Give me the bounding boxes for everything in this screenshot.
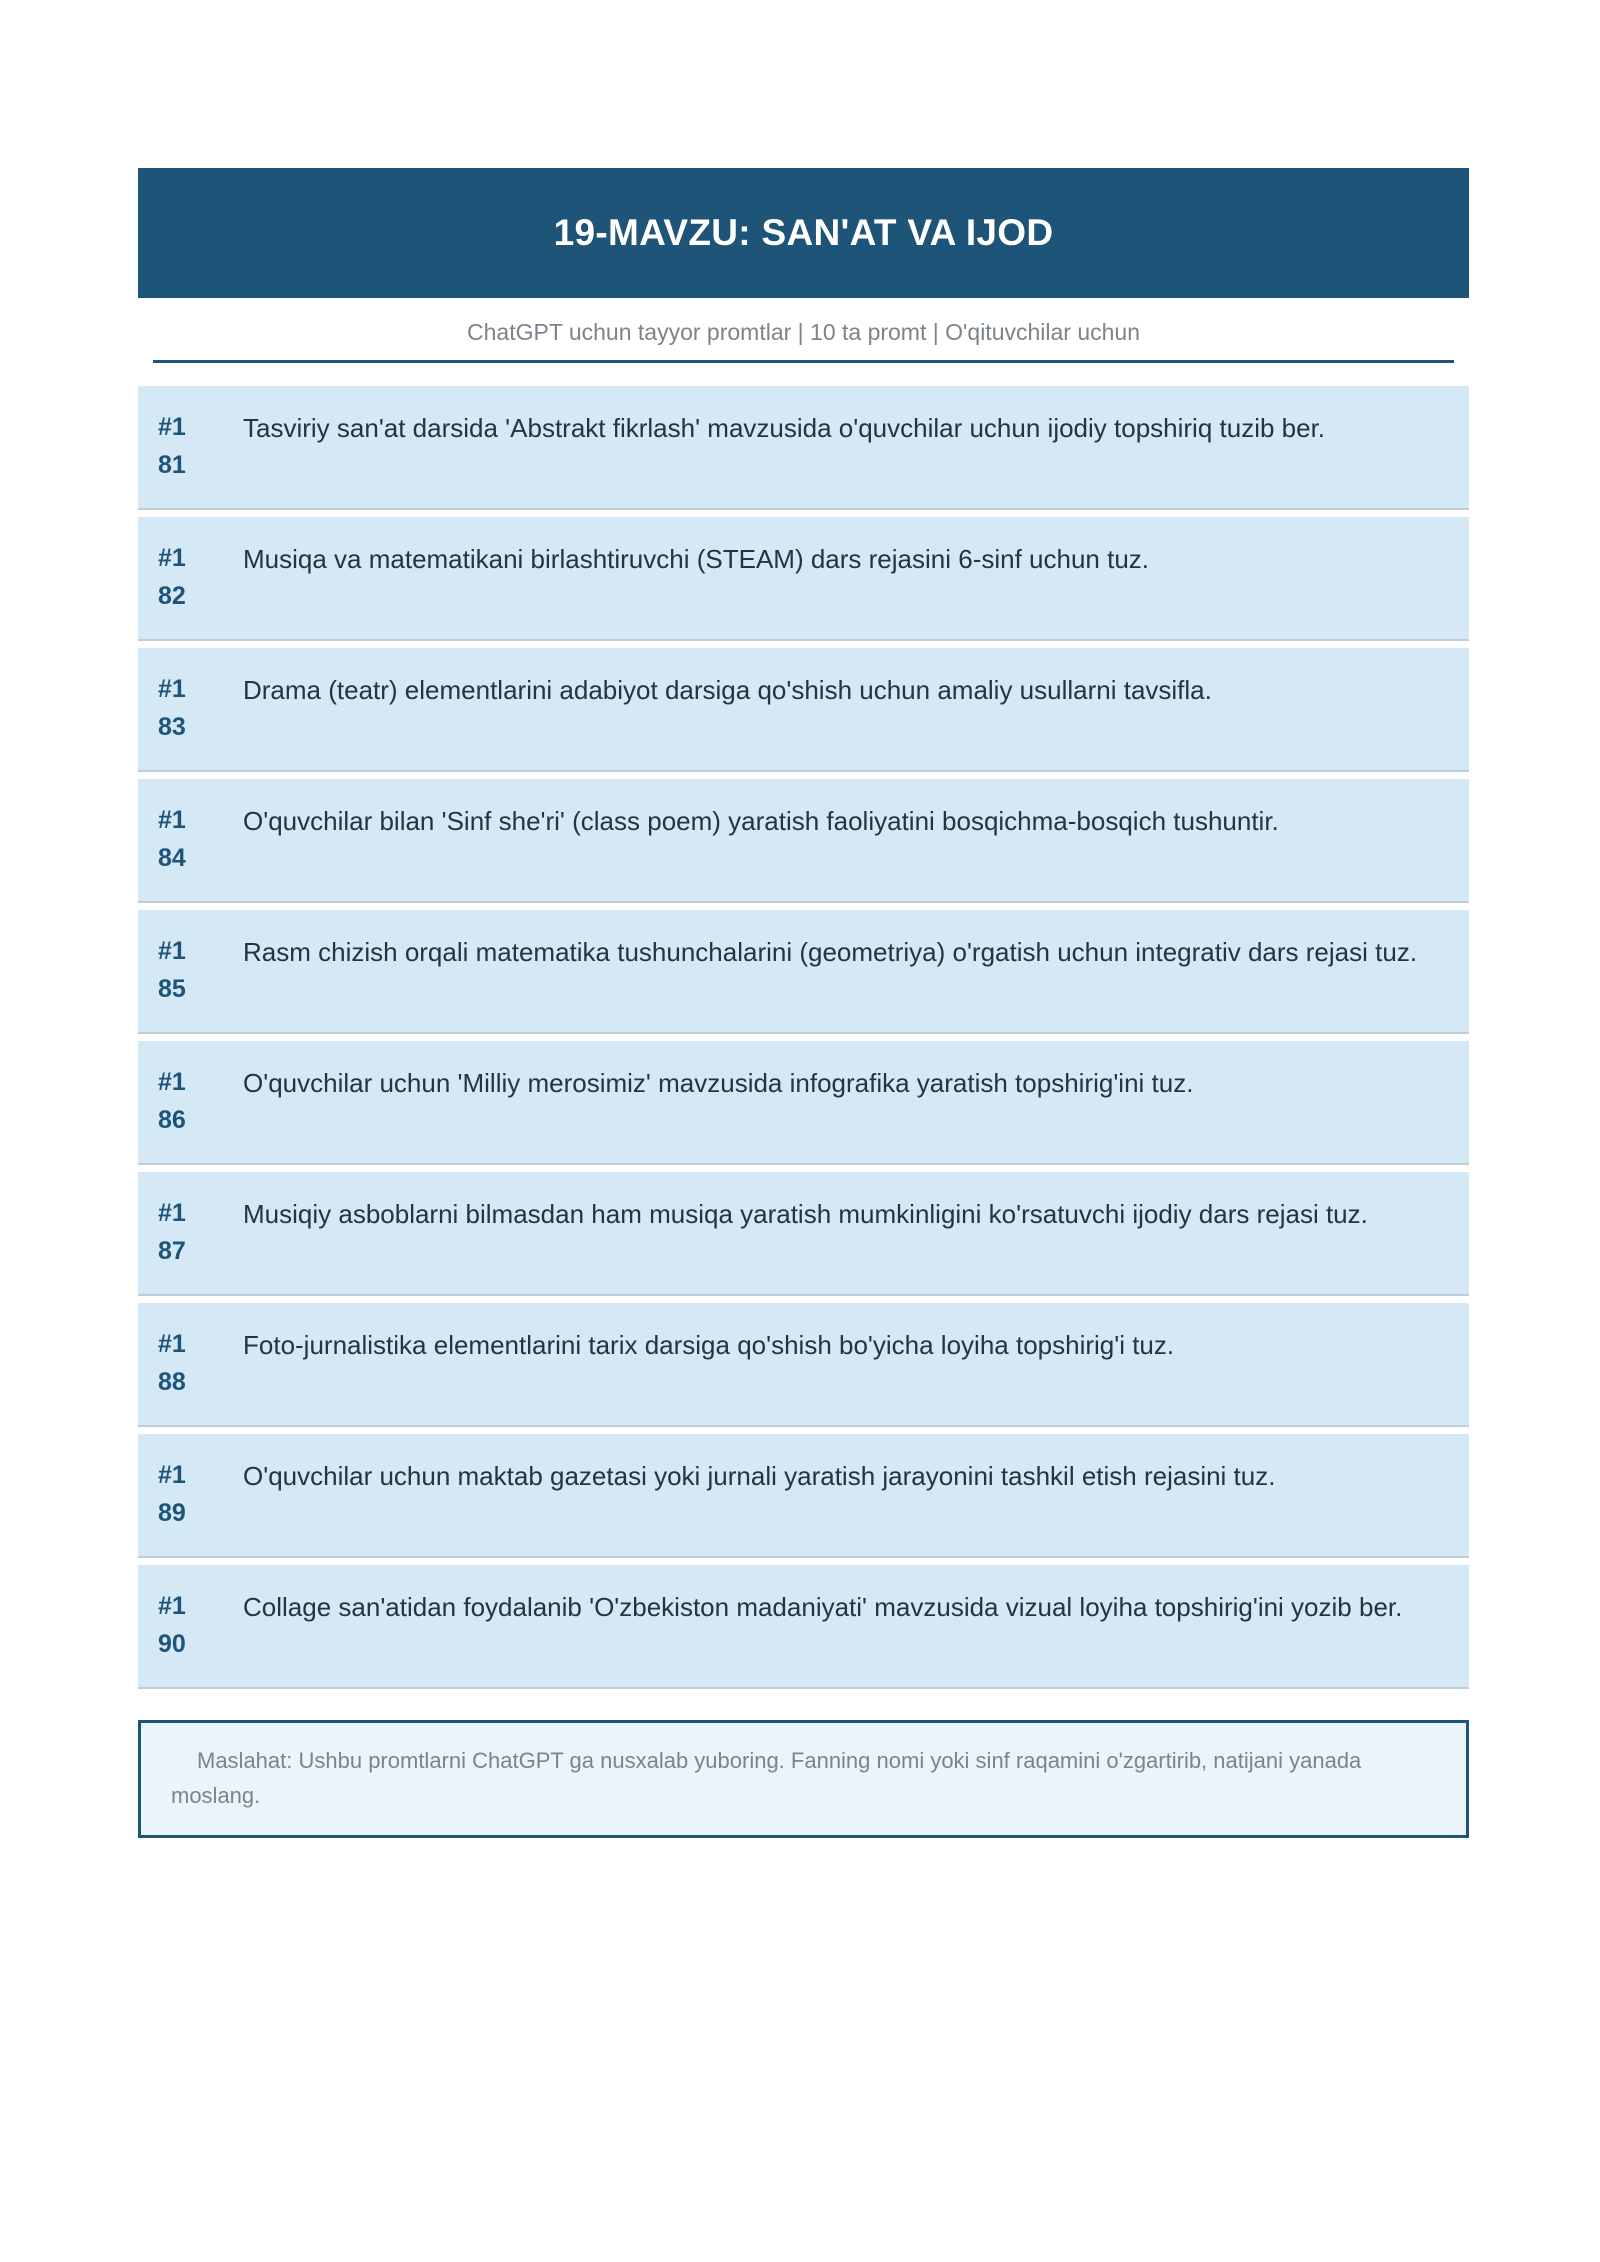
prompt-text: Musiqa va matematikani birlashtiruvchi (STEAM) dars rejasini 6-sinf uchun tuz.	[243, 544, 1150, 574]
prompt-list	[138, 386, 1469, 1689]
prompt-row	[138, 386, 1469, 510]
prompt-text: Drama (teatr) elementlarini adabiyot darsiga qo'shish uchun amaliy usullarni tavsifla.	[243, 675, 1212, 705]
prompt-row	[138, 1172, 1469, 1296]
prompt-text: O'quvchilar uchun 'Milliy merosimiz' mavzusida infografika yaratish topshirig'ini tuz.	[243, 1068, 1194, 1098]
prompt-text: Foto-jurnalistika elementlarini tarix darsiga qo'shish bo'yicha loyiha topshirig'i tuz.	[243, 1330, 1175, 1360]
tip-box	[138, 1720, 1469, 1838]
prompt-number: #1 84	[158, 806, 186, 872]
prompt-row	[138, 517, 1469, 641]
subtitle-bar	[153, 298, 1454, 363]
prompt-number: #1 86	[158, 1068, 186, 1134]
prompt-number: #1 81	[158, 413, 186, 479]
document-page	[138, 168, 1469, 1838]
prompt-number: #1 88	[158, 1330, 186, 1396]
page-title: 19-MAVZU: SAN'AT VA IJOD	[553, 212, 1054, 253]
prompt-text: O'quvchilar bilan 'Sinf she'ri' (class poem) yaratish faoliyatini bosqichma-bosqich tushuntir.	[243, 806, 1279, 836]
tip-text: Maslahat: Ushbu promtlarni ChatGPT ga nusxalab yuboring. Fanning nomi yoki sinf raqamini o'zgartirib, natijani yanada moslang.	[171, 1748, 1362, 1808]
prompt-number: #1 89	[158, 1461, 186, 1527]
prompt-text: O'quvchilar uchun maktab gazetasi yoki jurnali yaratish jarayonini tashkil etish rejasini tuz.	[243, 1461, 1276, 1491]
prompt-number: #1 83	[158, 675, 186, 741]
prompt-text: Tasviriy san'at darsida 'Abstrakt fikrlash' mavzusida o'quvchilar uchun ijodiy topshiriq tuzib ber.	[243, 413, 1326, 443]
prompt-row	[138, 648, 1469, 772]
prompt-row	[138, 779, 1469, 903]
prompt-text: Collage san'atidan foydalanib 'O'zbekiston madaniyati' mavzusida vizual loyiha topshirig'ini yozib ber.	[243, 1592, 1403, 1622]
prompt-text: Musiqiy asboblarni bilmasdan ham musiqa yaratish mumkinligini ko'rsatuvchi ijodiy dars rejasi tuz.	[243, 1199, 1368, 1229]
title-banner	[138, 168, 1469, 298]
prompt-row	[138, 1041, 1469, 1165]
prompt-row	[138, 1303, 1469, 1427]
prompt-number: #1 82	[158, 544, 186, 610]
prompt-row	[138, 1434, 1469, 1558]
prompt-number: #1 85	[158, 937, 186, 1003]
prompt-row	[138, 1565, 1469, 1689]
prompt-row	[138, 910, 1469, 1034]
prompt-number: #1 90	[158, 1592, 186, 1658]
prompt-number: #1 87	[158, 1199, 186, 1265]
prompt-text: Rasm chizish orqali matematika tushunchalarini (geometriya) o'rgatish uchun integrativ dars rejasi tuz.	[243, 937, 1418, 967]
page-subtitle: ChatGPT uchun tayyor promtlar | 10 ta promt | O'qituvchilar uchun	[467, 318, 1140, 345]
